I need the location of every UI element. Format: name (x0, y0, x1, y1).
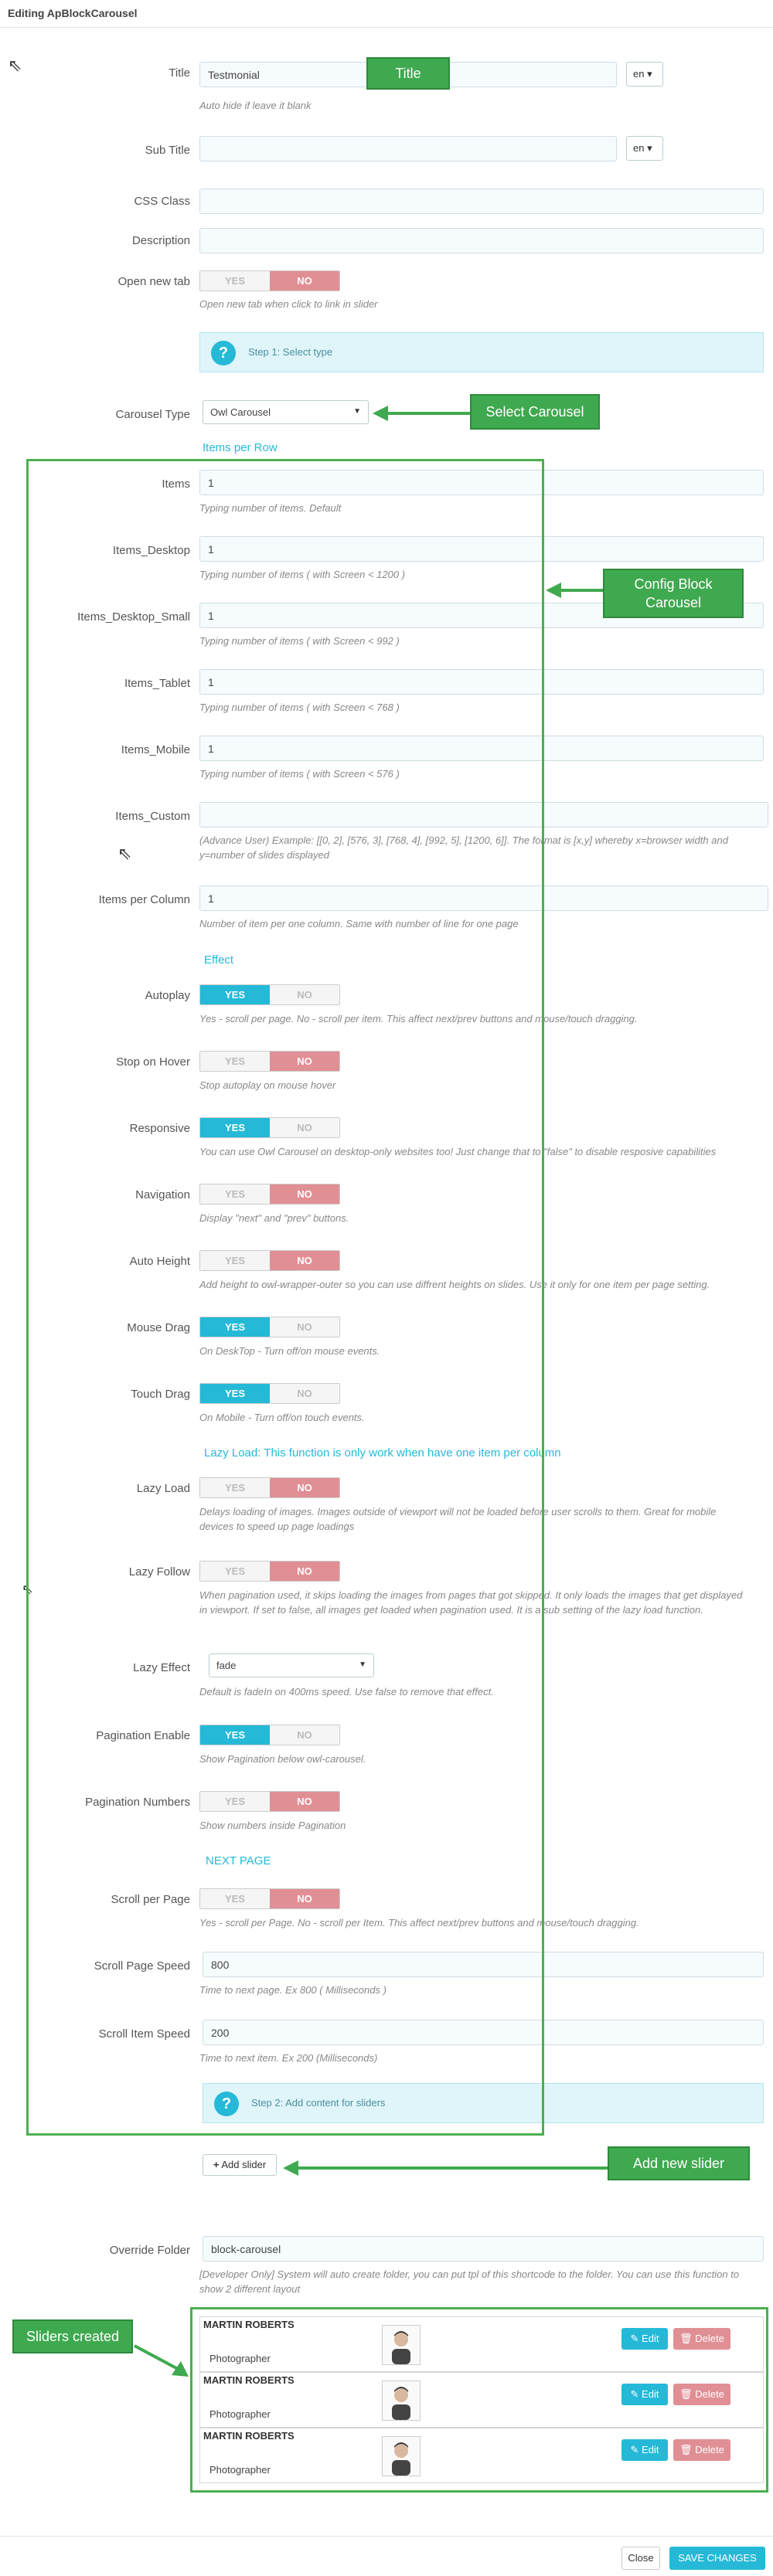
navigation-help: Display "next" and "prev" buttons. (199, 1212, 349, 1224)
open-new-tab-label: Open new tab (117, 275, 190, 288)
toggle-no[interactable]: NO (270, 1052, 339, 1071)
save-changes-button[interactable]: SAVE CHANGES (669, 2547, 765, 2570)
arrow-left-icon (546, 583, 561, 598)
carousel-type-value: Owl Carousel (210, 406, 271, 418)
stop-on-hover-help: Stop autoplay on mouse hover (199, 1079, 336, 1091)
scroll-per-page-help: Yes - scroll per Page. No - scroll per Item. This affect next/prev buttons and mouse/touch dragging. (199, 1917, 639, 1929)
open-new-tab-toggle[interactable] (199, 270, 340, 291)
section-lazy-load: Lazy Load: This function is only work when have one item per column (204, 1446, 561, 1460)
pagination-numbers-label: Pagination Numbers (85, 1796, 190, 1809)
annotation-title: Title (366, 57, 450, 90)
section-next-page: NEXT PAGE (206, 1854, 271, 1867)
items-tablet-help: Typing number of items ( with Screen < 768 ) (199, 702, 400, 713)
config-block-outline (26, 459, 544, 2136)
title-lang-select[interactable]: en ▾ (626, 62, 663, 87)
subtitle-lang-select[interactable]: en ▾ (626, 136, 663, 161)
delete-slider-button[interactable]: 🗑 Delete (673, 2328, 730, 2350)
subtitle-input[interactable] (199, 136, 617, 161)
pagination-enable-label: Pagination Enable (96, 1729, 190, 1742)
scroll-page-speed-help: Time to next page. Ex 800 ( Milliseconds ) (199, 1984, 386, 1996)
css-class-input[interactable] (199, 189, 764, 214)
section-items-per-row: Items per Row (203, 441, 278, 454)
toggle-no[interactable]: NO (270, 271, 339, 291)
description-label: Description (131, 234, 190, 247)
toggle-yes[interactable]: YES (200, 1052, 270, 1071)
carousel-type-label: Carousel Type (115, 408, 190, 421)
autoplay-help: Yes - scroll per page. No - scroll per item. This affect next/prev buttons and mouse/touch dragging. (199, 1013, 638, 1025)
scroll-page-speed-label: Scroll Page Speed (94, 1959, 190, 1973)
items-desktop-small-help: Typing number of items ( with Screen < 992 ) (199, 635, 400, 647)
toggle-no[interactable]: NO (270, 1478, 339, 1497)
mouse-cursor-icon: ⇖ (22, 1582, 34, 1597)
description-input[interactable] (199, 228, 764, 253)
scroll-per-page-label: Scroll per Page (111, 1893, 190, 1906)
slider-role: Photographer (209, 2353, 271, 2364)
edit-slider-button[interactable]: ✎ Edit (621, 2328, 668, 2350)
items-desktop-small-label: Items_Desktop_Small (77, 610, 190, 624)
items-mobile-help: Typing number of items ( with Screen < 576 ) (199, 768, 400, 780)
edit-slider-button[interactable]: ✎ Edit (621, 2384, 668, 2405)
toggle-no[interactable]: NO (270, 1725, 339, 1745)
items-desktop-help: Typing number of items ( with Screen < 1200 ) (199, 569, 406, 580)
lazy-load-help: Delays loading of images. Images outside of viewport will not be loaded before user scrolls to them. Great for mobile devices to speed up page loadings (199, 1506, 717, 1532)
toggle-no[interactable]: NO (270, 1251, 339, 1270)
step1-alert (199, 332, 764, 372)
toggle-no[interactable]: NO (270, 1384, 339, 1403)
mouse-cursor-icon: ⇖ (117, 844, 132, 863)
slider-name: MARTIN ROBERTS (203, 2319, 295, 2330)
annotation-select-carousel: Select Carousel (470, 394, 600, 430)
arrow-line (386, 412, 473, 415)
question-icon: ? (211, 341, 236, 365)
mouse-drag-label: Mouse Drag (127, 1321, 190, 1334)
toggle-yes[interactable]: YES (200, 1118, 270, 1137)
scroll-item-speed-help: Time to next item. Ex 200 (Milliseconds) (199, 2052, 378, 2064)
edit-slider-button[interactable]: ✎ Edit (621, 2439, 668, 2461)
responsive-label: Responsive (129, 1122, 190, 1135)
items-label: Items (162, 477, 190, 491)
touch-drag-label: Touch Drag (131, 1388, 190, 1401)
subtitle-label: Sub Title (145, 144, 190, 157)
toggle-yes[interactable]: YES (200, 1251, 270, 1270)
touch-drag-help: On Mobile - Turn off/on touch events. (199, 1412, 365, 1423)
toggle-yes[interactable]: YES (200, 1562, 270, 1581)
lazy-effect-help: Default is fadeIn on 400ms speed. Use false to remove that effect. (199, 1686, 494, 1698)
step2-text: Step 2: Add content for sliders (251, 2097, 386, 2109)
lazy-follow-help: When pagination used, it skips loading the images from pages that got skipped. It only loads the images that get displayed in viewport. If set to false, all images get loaded when pagination used. It is a sub setting of the lazy load function. (199, 1589, 743, 1616)
toggle-yes[interactable]: YES (200, 1478, 270, 1497)
override-folder-input[interactable] (203, 2236, 764, 2262)
footer-divider (0, 2536, 773, 2537)
add-slider-label: Add slider (221, 2159, 267, 2170)
arrow-left-icon (373, 406, 388, 421)
open-new-tab-help: Open new tab when click to link in slider (199, 298, 378, 310)
toggle-yes[interactable]: YES (200, 1889, 270, 1908)
navigation-label: Navigation (135, 1188, 190, 1201)
plus-icon: + (213, 2159, 220, 2170)
step1-text: Step 1: Select type (248, 346, 333, 358)
arrow-left-icon (283, 2160, 298, 2176)
toggle-yes[interactable]: YES (200, 1384, 270, 1403)
mouse-cursor-icon: ⇖ (8, 56, 22, 75)
toggle-yes[interactable]: YES (200, 1725, 270, 1745)
items-per-column-help: Number of item per one column. Same with number of line for one page (199, 918, 519, 929)
close-button[interactable]: Close (621, 2547, 660, 2570)
annotation-config-block: Config Block Carousel (603, 569, 744, 618)
arrow-line (560, 589, 606, 592)
toggle-no[interactable]: NO (270, 1317, 339, 1337)
pagination-numbers-help: Show numbers inside Pagination (199, 1820, 346, 1831)
override-folder-help: [Developer Only] System will auto create folder, you can put tpl of this shortcode to the folder. You can use this function to show 2 different layout (199, 2268, 740, 2295)
auto-height-label: Auto Height (129, 1255, 190, 1268)
carousel-type-select[interactable] (203, 400, 369, 424)
slider-name: MARTIN ROBERTS (203, 2374, 295, 2386)
scroll-item-speed-label: Scroll Item Speed (98, 2027, 190, 2041)
items-per-column-label: Items per Column (98, 893, 190, 906)
chevron-down-icon: ▼ (359, 1660, 366, 1669)
toggle-no[interactable]: NO (270, 1562, 339, 1581)
toggle-yes[interactable]: YES (200, 1184, 270, 1204)
delete-slider-button[interactable]: 🗑 Delete (673, 2439, 730, 2461)
toggle-no[interactable]: NO (270, 1889, 339, 1908)
autoplay-label: Autoplay (145, 989, 190, 1002)
mouse-drag-help: On DeskTop - Turn off/on mouse events. (199, 1345, 380, 1357)
modal-title: Editing ApBlockCarousel (0, 0, 773, 28)
title-label: Title (169, 66, 190, 80)
items-tablet-label: Items_Tablet (124, 677, 190, 690)
items-mobile-label: Items_Mobile (121, 743, 190, 756)
section-effect: Effect (204, 953, 234, 967)
auto-height-help: Add height to owl-wrapper-outer so you can use diffrent heights on slides. Use it only for one item per page setting. (199, 1279, 710, 1290)
toggle-no[interactable]: NO (270, 1118, 339, 1137)
slider-role: Photographer (209, 2408, 271, 2420)
responsive-help: You can use Owl Carousel on desktop-only websites too! Just change that to "false" to disable resposive capabilities (199, 1146, 717, 1157)
override-folder-label: Override Folder (109, 2244, 190, 2257)
items-custom-help: (Advance User) Example: [[0, 2], [576, 3], [768, 4], [992, 5], [1200, 6]]. The format is [x,y] whereby x=browser width and y=number of slides displayed (199, 834, 728, 861)
delete-slider-button[interactable]: 🗑 Delete (673, 2384, 730, 2405)
slider-name: MARTIN ROBERTS (203, 2430, 295, 2442)
pagination-enable-help: Show Pagination below owl-carousel. (199, 1753, 366, 1765)
toggle-no[interactable]: NO (270, 1184, 339, 1204)
toggle-yes[interactable]: YES (200, 1792, 270, 1811)
items-help: Typing number of items. Default (199, 502, 342, 514)
add-slider-button[interactable] (203, 2154, 277, 2176)
toggle-yes[interactable]: YES (200, 1317, 270, 1337)
question-icon: ? (214, 2092, 239, 2116)
chevron-down-icon: ▼ (353, 407, 361, 416)
toggle-no[interactable]: NO (270, 1792, 339, 1811)
lazy-load-label: Lazy Load (136, 1482, 190, 1495)
lazy-follow-label: Lazy Follow (128, 1565, 190, 1579)
toggle-no[interactable]: NO (270, 985, 339, 1004)
items-desktop-label: Items_Desktop (112, 544, 190, 557)
annotation-add-new-slider: Add new slider (608, 2146, 750, 2180)
sliders-outline (190, 2307, 768, 2493)
lazy-effect-value: fade (216, 1660, 237, 1671)
css-class-label: CSS Class (134, 195, 190, 208)
arrow-down-right-icon (131, 2341, 193, 2380)
slider-role: Photographer (209, 2464, 271, 2476)
lazy-effect-label: Lazy Effect (133, 1661, 190, 1674)
arrow-line (297, 2166, 611, 2170)
annotation-sliders-created: Sliders created (12, 2319, 133, 2353)
toggle-yes[interactable]: YES (200, 271, 270, 291)
toggle-yes[interactable]: YES (200, 985, 270, 1004)
title-help: Auto hide if leave it blank (199, 100, 312, 111)
items-custom-label: Items_Custom (115, 810, 190, 823)
stop-on-hover-label: Stop on Hover (116, 1055, 190, 1069)
